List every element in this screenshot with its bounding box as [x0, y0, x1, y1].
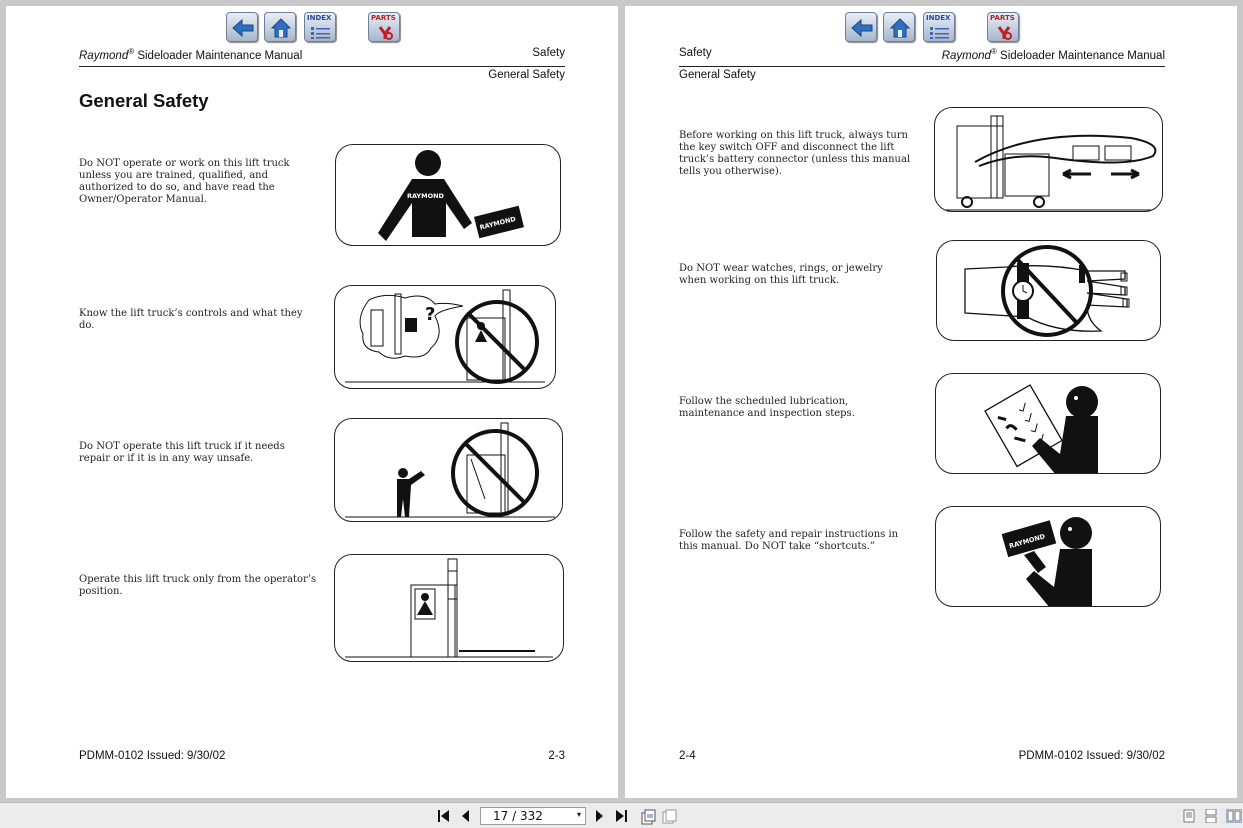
safety-text-jewelry: Do NOT wear watches, rings, or jewelry when working on this lift truck. — [679, 263, 883, 286]
header-manual-title: Raymond® Sideloader Maintenance Manual — [79, 47, 303, 62]
illustration-maintenance-schedule — [935, 373, 1161, 474]
home-button[interactable] — [264, 12, 296, 42]
safety-text-trained: Do NOT operate or work on this lift truck unless you are trained, qualified, and authorized to do so, and have read the Owner/Operator Manual. — [79, 158, 290, 205]
index-tag: INDEX — [926, 14, 951, 22]
footer-page-number: 2-3 — [548, 750, 565, 762]
footer-document-id: PDMM-0102 Issued: 9/30/02 — [79, 750, 226, 762]
footer-page-number: 2-4 — [679, 750, 696, 762]
svg-text:RAYMOND: RAYMOND — [407, 192, 444, 200]
index-tag: INDEX — [307, 14, 332, 22]
safety-text-repair: Do NOT operate this lift truck if it needs repair or if it is in any way unsafe. — [79, 441, 285, 464]
header-subsection: General Safety — [679, 69, 756, 81]
svg-text:RAYMOND: RAYMOND — [1008, 532, 1046, 551]
safety-text-maintenance: Follow the scheduled lubrication, maintenance and inspection steps. — [679, 396, 855, 419]
back-arrow-icon — [230, 16, 256, 40]
next-page-icon[interactable] — [593, 809, 605, 823]
home-icon — [887, 16, 913, 40]
header-section: Safety — [532, 47, 565, 59]
viewer-toolbar — [0, 802, 1243, 828]
left-page — [6, 6, 618, 798]
parts-button[interactable] — [987, 12, 1019, 42]
back-button[interactable] — [845, 12, 877, 42]
illustration-know-controls — [334, 285, 556, 389]
index-button[interactable] — [304, 12, 336, 42]
home-icon — [268, 16, 294, 40]
last-page-icon[interactable] — [614, 809, 628, 823]
header-section: Safety — [679, 47, 712, 59]
safety-text-instructions: Follow the safety and repair instructions in this manual. Do NOT take “shortcuts.” — [679, 529, 899, 552]
footer-document-id: PDMM-0102 Issued: 9/30/02 — [1018, 750, 1165, 762]
right-page — [625, 6, 1237, 798]
continuous-page-icon[interactable] — [661, 809, 677, 825]
chevron-down-icon: ▾ — [576, 810, 581, 819]
page-title: General Safety — [79, 90, 209, 111]
header-rule — [679, 66, 1165, 67]
header-manual-title: Raymond® Sideloader Maintenance Manual — [941, 47, 1165, 62]
fit-page-icon[interactable] — [640, 809, 656, 825]
back-arrow-icon — [849, 16, 875, 40]
header-subsection: General Safety — [488, 69, 565, 81]
scroll-view-icon[interactable] — [1205, 809, 1217, 823]
home-button[interactable] — [883, 12, 915, 42]
illustration-operator-position — [334, 554, 564, 662]
single-page-view-icon[interactable] — [1183, 809, 1195, 823]
safety-text-position: Operate this lift truck only from the operator’s position. — [79, 574, 317, 597]
page-indicator: 17 / 332 — [493, 809, 543, 823]
parts-tag: PARTS — [990, 14, 1015, 22]
parts-tag: PARTS — [371, 14, 396, 22]
parts-button[interactable] — [368, 12, 400, 42]
back-button[interactable] — [226, 12, 258, 42]
parts-icon — [991, 16, 1017, 40]
svg-text:RAYMOND: RAYMOND — [478, 214, 517, 232]
safety-text-controls: Know the lift truck’s controls and what they do. — [79, 308, 303, 331]
index-button[interactable] — [923, 12, 955, 42]
page-number-select[interactable] — [480, 807, 586, 825]
safety-text-battery: Before working on this lift truck, always turn the key switch OFF and disconnect the lift truck’s battery connector (unless this manual tells you otherwise). — [679, 130, 911, 177]
illustration-disconnect-battery — [934, 107, 1163, 212]
illustration-needs-repair — [334, 418, 563, 522]
first-page-icon[interactable] — [437, 809, 451, 823]
illustration-no-jewelry — [936, 240, 1161, 341]
index-icon — [308, 16, 334, 40]
index-icon — [927, 16, 953, 40]
illustration-follow-instructions — [935, 506, 1161, 607]
svg-text:?: ? — [425, 304, 436, 325]
two-page-view-icon[interactable] — [1226, 809, 1242, 823]
parts-icon — [372, 16, 398, 40]
prev-page-icon[interactable] — [460, 809, 472, 823]
header-rule — [79, 66, 565, 67]
illustration-trained-operator — [335, 144, 561, 246]
